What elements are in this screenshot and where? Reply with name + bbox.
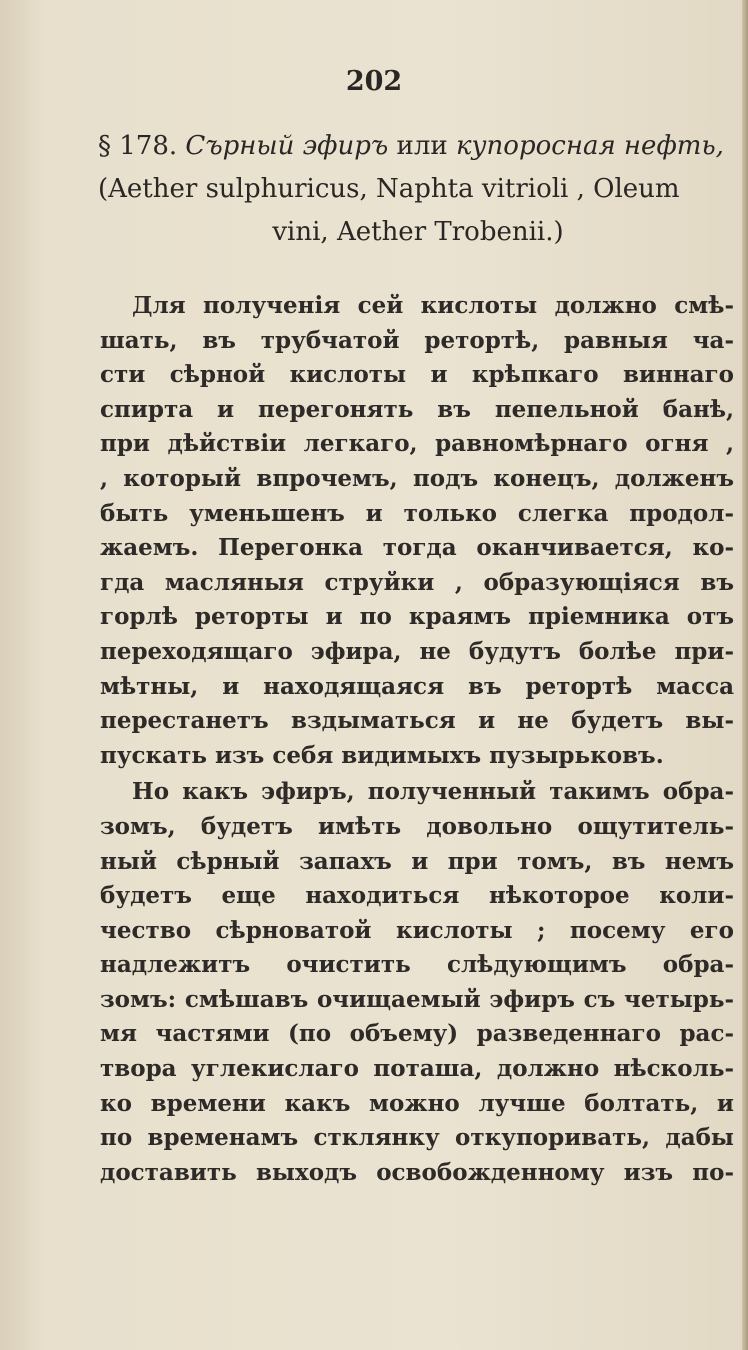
section-title: Сърный эфиръ bbox=[185, 131, 389, 161]
text-line: быть уменьшенъ и только слегка продол- bbox=[100, 499, 734, 527]
text-line: пускать изъ себя видимыхъ пузырьковъ. bbox=[100, 741, 664, 769]
text-line: мѣтны, и находящаяся въ ретортѣ масса bbox=[100, 672, 734, 700]
page-edge bbox=[742, 0, 748, 1350]
heading-line-1 bbox=[98, 125, 738, 168]
text-line: переходящаго эфира, не будутъ болѣе при- bbox=[100, 637, 734, 665]
text-line: чество сѣрноватой кислоты ; посему его bbox=[100, 916, 734, 944]
text-line: ный сѣрный запахъ и при томъ, въ немъ bbox=[100, 847, 734, 875]
text-line: Для полученія сей кислоты должно смѣ- bbox=[132, 292, 734, 319]
text-line: сти сѣрной кислоты и крѣпкаго виннаго bbox=[100, 361, 734, 389]
text-line: шать, въ трубчатой ретортѣ, равныя ча- bbox=[100, 326, 734, 354]
text-line: надлежитъ очистить слѣдующимъ обра- bbox=[100, 951, 734, 979]
latin-names-line-1: (Aether sulphuricus, Naphta vitrioli , Oleum bbox=[98, 174, 680, 204]
text-line: при дѣйствіи легкаго, равномѣрнаго огня , bbox=[100, 430, 734, 458]
text-line: будетъ еще находиться нѣкоторое коли- bbox=[100, 882, 734, 910]
section-heading bbox=[98, 125, 738, 254]
text-line: , который впрочемъ, подъ конецъ, долженъ bbox=[100, 464, 734, 492]
text-line: зомъ: смѣшавъ очищаемый эфиръ съ четырь- bbox=[100, 985, 734, 1013]
paragraph-1 bbox=[100, 289, 734, 773]
text-line: мя частями (по объему) разведеннаго рас- bbox=[100, 1020, 734, 1048]
text-line: жаемъ. Перегонка тогда оканчивается, ко- bbox=[100, 534, 734, 562]
text-line: по временамъ стклянку откупоривать, дабы bbox=[100, 1124, 734, 1152]
text-line: гда масляныя струйки , образующіяся въ bbox=[100, 568, 734, 596]
page-number: 202 bbox=[345, 66, 403, 97]
section-title-or: или bbox=[396, 131, 448, 161]
latin-names-line-2: vini, Aether Trobenii.) bbox=[272, 217, 564, 247]
section-title-alt: купоросная нефть, bbox=[455, 131, 724, 161]
text-line: ко времени какъ можно лучше болтать, и bbox=[100, 1089, 734, 1117]
text-line: твора углекислаго поташа, должно нѣсколь- bbox=[100, 1055, 734, 1083]
text-line: спирта и перегонять въ пепельной банѣ, bbox=[100, 395, 734, 423]
text-line: горлѣ реторты и по краямъ пріемника отъ bbox=[100, 603, 734, 631]
paragraph-2 bbox=[100, 775, 734, 1190]
section-number: § 178. bbox=[98, 131, 178, 161]
body-text bbox=[100, 289, 734, 1190]
text-line: перестанетъ вздыматься и не будетъ вы- bbox=[100, 707, 734, 735]
text-line: Но какъ эфиръ, полученный такимъ обра- bbox=[132, 778, 734, 806]
text-line: доставить выходъ освобожденному изъ по- bbox=[100, 1158, 734, 1186]
text-line: зомъ, будетъ имѣть довольно ощутитель- bbox=[100, 812, 734, 840]
